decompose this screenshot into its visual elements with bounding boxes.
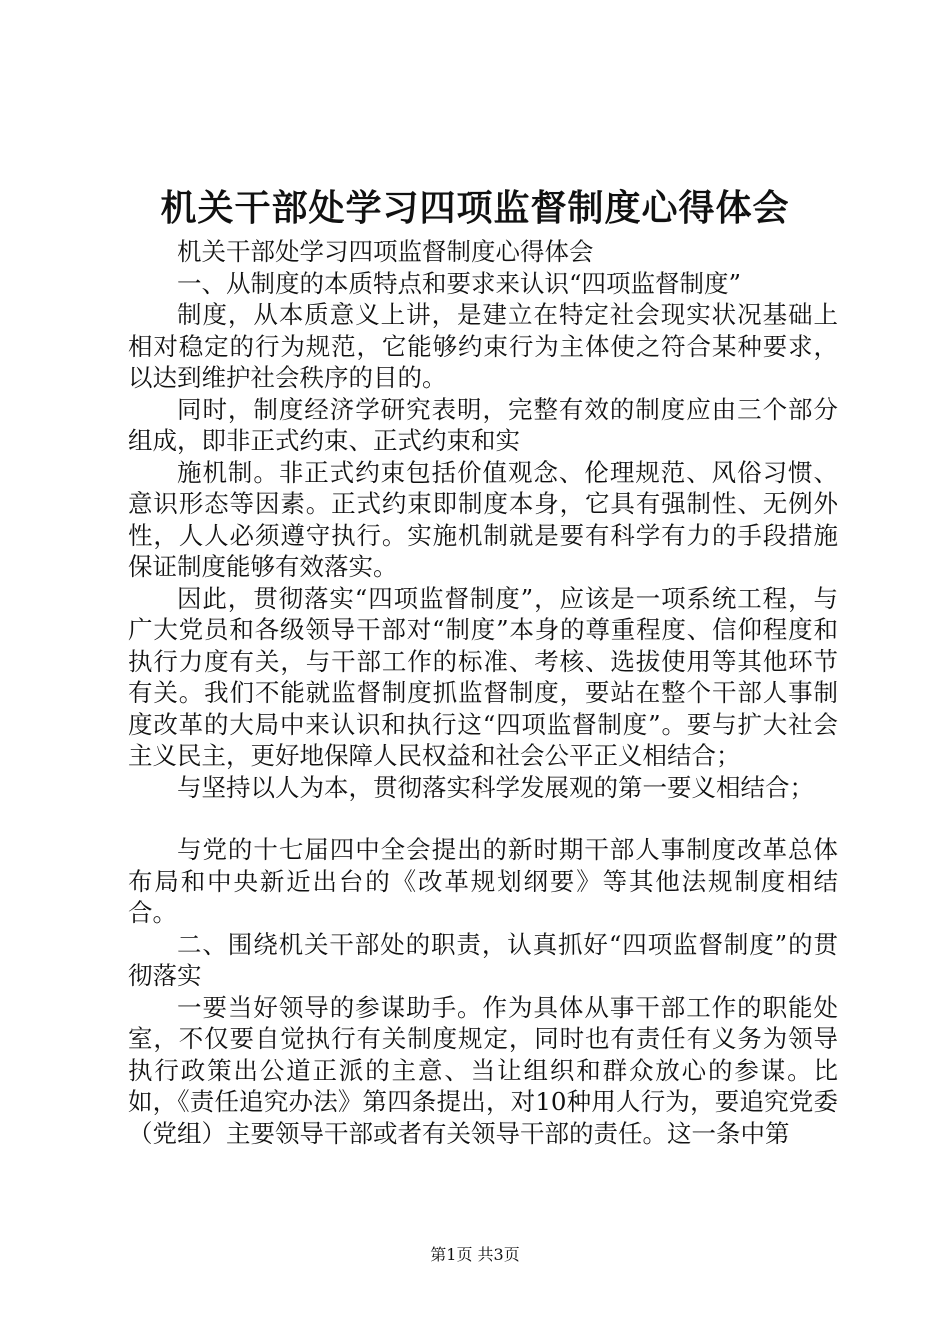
paragraph: 与党的十七届四中全会提出的新时期干部人事制度改革总体布局和中央新近出台的《改革规划纲要》等其他法规制度相结合。 — [128, 835, 838, 927]
document-title: 机关干部处学习四项监督制度心得体会 — [160, 187, 790, 229]
paragraph: 与坚持以人为本，贯彻落实科学发展观的第一要义相结合； — [177, 772, 814, 802]
paragraph: 一要当好领导的参谋助手。作为具体从事干部工作的职能处室，不仅要自觉执行有关制度规定，同时也有责任有义务为领导执行政策出公道正派的主意、当让组织和群众放心的参谋。比如，《责任追究办法》第四条提出，对10种用人行为，要追究党委（党组）主要领导干部或者有关领导干部的责任。这一条中第 — [128, 992, 838, 1148]
paragraph: 机关干部处学习四项监督制度心得体会 — [177, 237, 594, 266]
paragraph: 一、从制度的本质特点和要求来认识“四项监督制度” — [177, 268, 742, 298]
document-body — [128, 236, 838, 1149]
paragraph: 因此，贯彻落实“四项监督制度”，应该是一项系统工程，与广大党员和各级领导干部对“制度”本身的尊重程度、信仰程度和执行力度有关，与干部工作的标准、考核、选拔使用等其他环节有关。我们不能就监督制度抓监督制度，要站在整个干部人事制度改革的大局中来认识和执行这“四项监督制度”。要与扩大社会主义民主，更好地保障人民权益和社会公平正义相结合； — [128, 583, 838, 770]
paragraph: 施机制。非正式约束包括价值观念、伦理规范、风俗习惯、意识形态等因素。正式约束即制度本身，它具有强制性、无例外性，人人必须遵守执行。实施机制就是要有科学有力的手段措施保证制度能够有效落实。 — [128, 457, 838, 581]
paragraph: 二、围绕机关干部处的职责，认真抓好“四项监督制度”的贯彻落实 — [128, 929, 838, 990]
page-number: 第1页 共3页 — [430, 1245, 520, 1264]
paragraph: 同时，制度经济学研究表明，完整有效的制度应由三个部分组成，即非正式约束、正式约束和实 — [128, 394, 838, 455]
paragraph: 制度，从本质意义上讲，是建立在特定社会现实状况基础上相对稳定的行为规范，它能够约束行为主体使之符合某种要求，以达到维护社会秩序的目的。 — [128, 300, 838, 392]
